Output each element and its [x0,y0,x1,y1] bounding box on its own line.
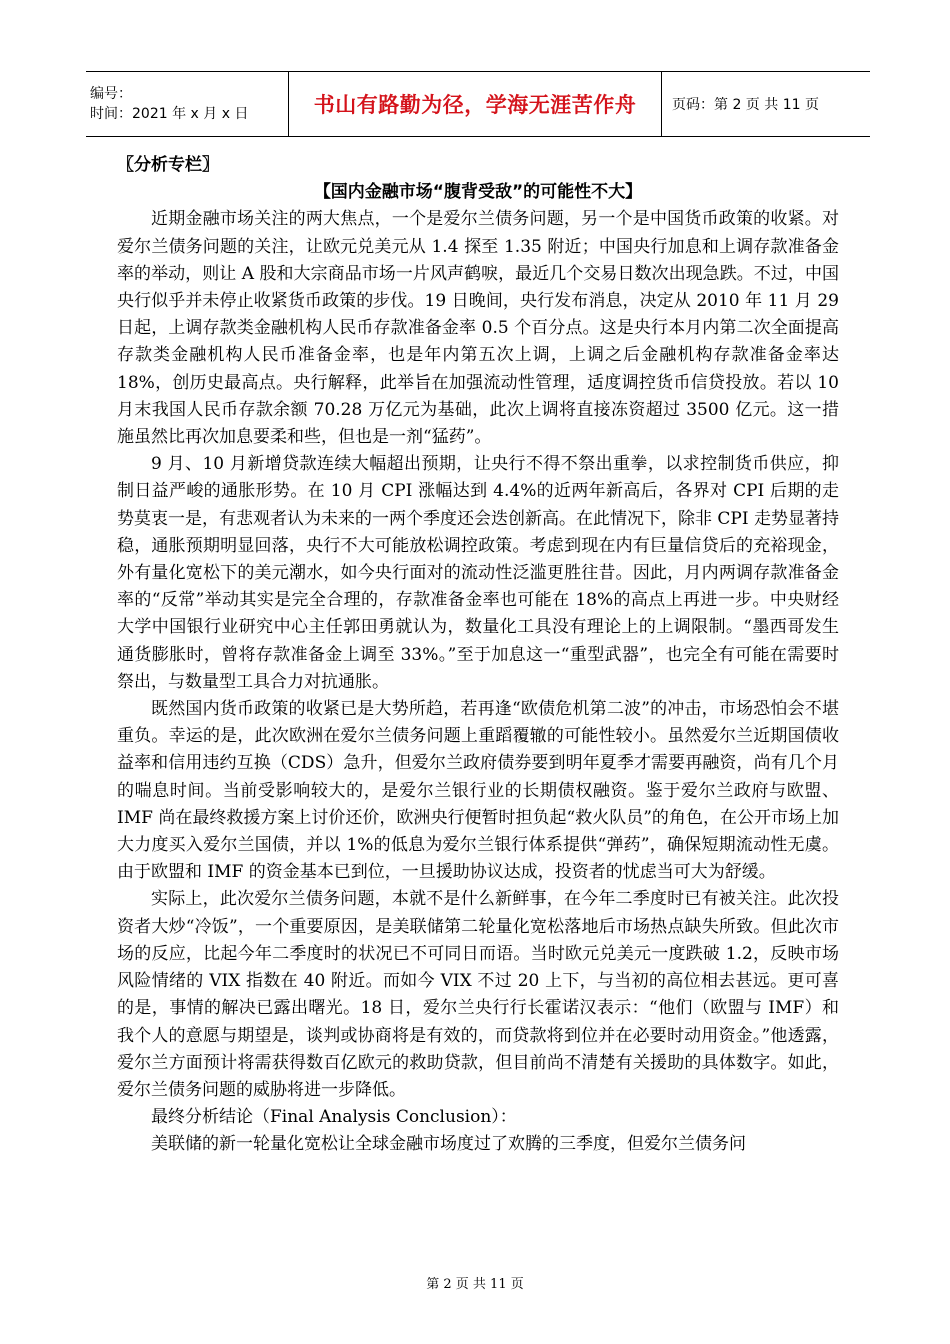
date-label: 时间：2021 年 x 月 x 日 [90,106,249,122]
paragraph: 9 月、10 月新增贷款连续大幅超出预期，让央行不得不祭出重拳，以求控制货币供应，抑制日益严峻的通胀形势。在 10 月 CPI 涨幅达到 4.4%的近两年新高后，各界对 CPI 后期的走势莫衷一是，有悲观者认为未来的一两个季度还会迭创新高。在此情况下，除非 CPI 走势显著持稳，通胀预期明显回落，央行不大可能放松调控政策。考虑到现在内有巨量信贷后的充裕现金，外有量化宽松下的美元潮水，如今央行面对的流动性泛滥更胜往昔。因此，月内两调存款准备金率的“反常”举动其实是完全合理的，存款准备金率也可能在 18%的高点上再进一步。中央财经大学中国银行业研究中心主任郭田勇就认为，数量化工具没有理论上的上调限制。“墨西哥发生通货膨胀时，曾将存款准备金上调至 33%。”至于加息这一“重型武器”，也完全有可能在需要时祭出，与数量型工具合力对抗通胀。 [117,454,839,692]
number-label: 编号： [90,86,132,102]
paragraph: 近期金融市场关注的两大焦点，一个是爱尔兰债务问题，另一个是中国货币政策的收紧。对爱尔兰债务问题的关注，让欧元兑美元从 1.4 探至 1.35 附近；中国央行加息和上调存款准备金率的举动，则让 A 股和大宗商品市场一片风声鹤唳，最近几个交易日数次出现急跌。不过，中国央行似乎并未停止收紧货币政策的步伐。19 日晚间，央行发布消息，决定从 2010 年 11 月 29 日起，上调存款类金融机构人民币存款准备金率 0.5 个百分点。这是央行本月内第二次全面提高存款类金融机构人民币准备金率，也是年内第五次上调，上调之后金融机构存款准备金率达 18%，创历史最高点。央行解释，此举旨在加强流动性管理，适度调控货币信贷投放。若以 10 月末我国人民币存款余额 70.28 万亿元为基础，此次上调将直接冻资超过 3500 亿元。这一措施虽然比再次加息要柔和些，但也是一剂“猛药”。 [117,209,839,448]
header-page-info: 页码：第 2 页 共 11 页 [662,72,871,137]
paragraph: 美联储的新一轮量化宽松让全球金融市场度过了欢腾的三季度，但爱尔兰债务问 [151,1134,746,1155]
page-footer: 第 2 页 共 11 页 [426,1277,524,1292]
paragraph: 实际上，此次爱尔兰债务问题，本就不是什么新鲜事，在今年二季度时已有被关注。此次投资者大炒“冷饭”，一个重要原因，是美联储第二轮量化宽松落地后市场热点缺失所致。但此次市场的反应，比起今年二季度时的状况已不可同日而语。当时欧元兑美元一度跌破 1.2，反映市场风险情绪的 VIX 指数在 40 附近。而如今 VIX 不过 20 上下，与当初的高位相去甚远。更可喜的是，事情的解决已露出曙光。18 日，爱尔兰央行行长霍诺汉表示：“他们（欧盟与 IMF）和我个人的意愿与期望是，谈判或协商将是有效的，而贷款将到位并在必要时动用资金。”他透露，爱尔兰方面预计将需获得数百亿欧元的救助贷款，但目前尚不清楚有关援助的具体数字。如此，爱尔兰债务问题的威胁将进一步降低。 [117,889,839,1100]
header-meta [86,72,289,137]
document-header [86,71,870,137]
paragraph: 既然国内货币政策的收紧已是大势所趋，若再逢“欧债危机第二波”的冲击，市场恐怕会不堪重负。幸运的是，此次欧洲在爱尔兰债务问题上重蹈覆辙的可能性较小。虽然爱尔兰近期国债收益率和信用违约互换（CDS）急升，但爱尔兰政府债券要到明年夏季才需要再融资，尚有几个月的喘息时间。当前受影响较大的，是爱尔兰银行业的长期债权融资。鉴于爱尔兰政府与欧盟、IMF 尚在最终救援方案上讨价还价，欧洲央行便暂时担负起“救火队员”的角色，在公开市场上加大力度买入爱尔兰国债，并以 1%的低息为爱尔兰银行体系提供“弹药”，确保短期流动性无虞。由于欧盟和 IMF 的资金基本已到位，一旦援助协议达成，投资者的忧虑当可大为舒缓。 [117,699,839,883]
article-body [117,152,839,1159]
conclusion-heading: 最终分析结论（Final Analysis Conclusion）： [151,1107,517,1128]
section-tag: 〖分析专栏〗 [117,155,219,175]
header-motto: 书山有路勤为径，学海无涯苦作舟 [289,72,662,137]
article-headline: 【国内金融市场“腹背受敌”的可能性不大】 [313,182,643,203]
